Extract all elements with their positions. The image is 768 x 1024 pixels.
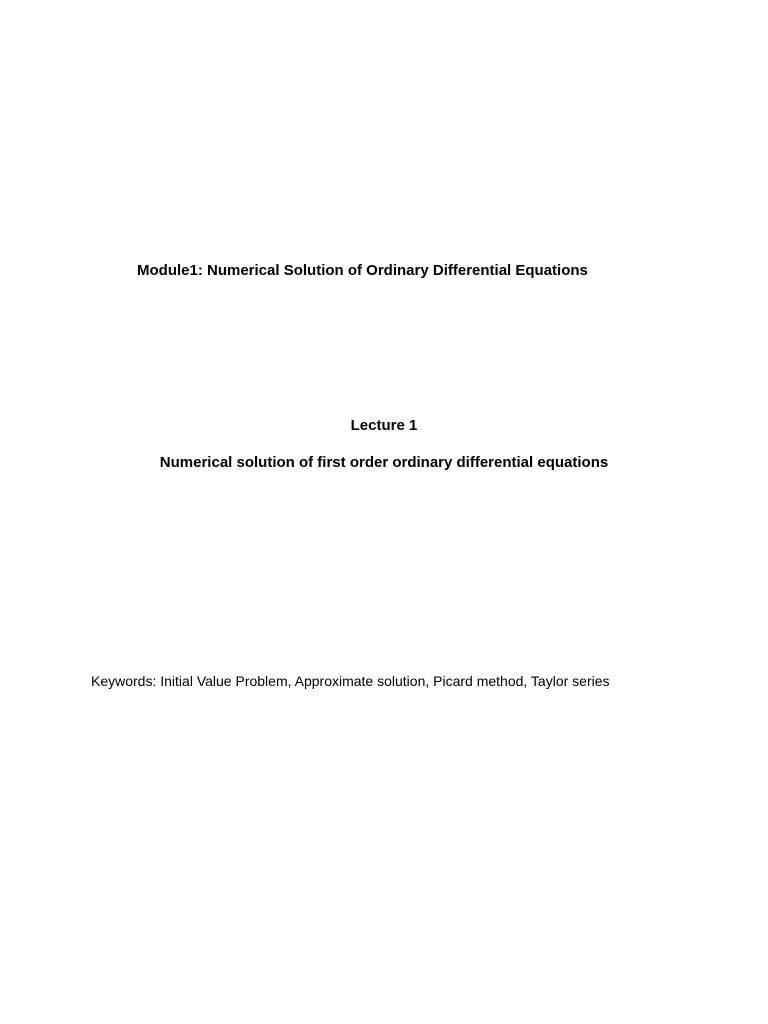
- keywords-text: Keywords: Initial Value Problem, Approximate solution, Picard method, Taylor series: [91, 673, 610, 689]
- lecture-number: Lecture 1: [350, 417, 418, 434]
- module-title: Module1: Numerical Solution of Ordinary Differential Equations: [137, 262, 588, 279]
- lecture-title: Numerical solution of first order ordinary differential equations: [159, 454, 609, 471]
